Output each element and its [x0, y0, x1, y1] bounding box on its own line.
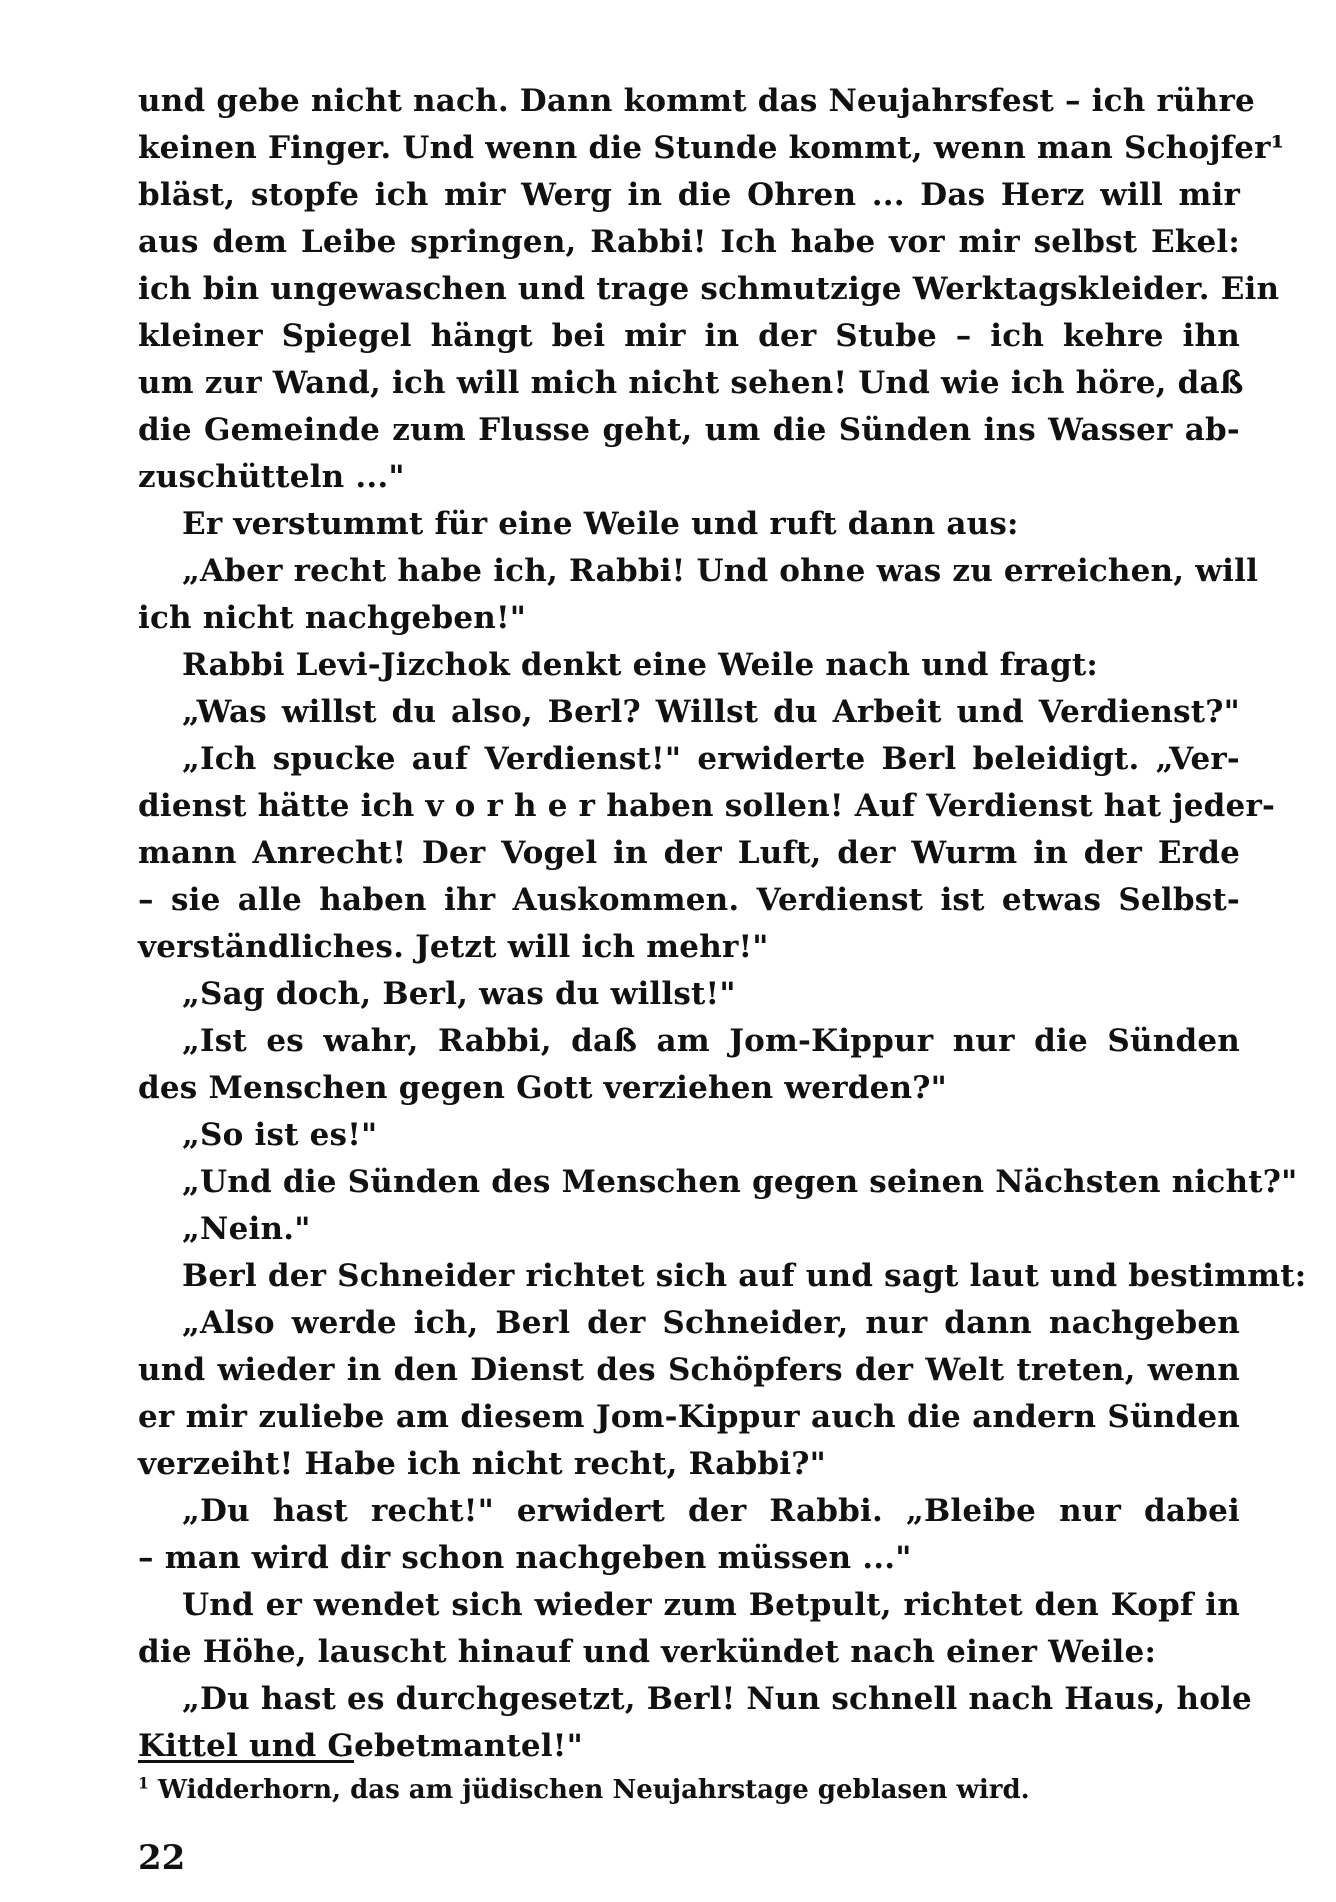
- footnote-divider: [138, 1760, 354, 1763]
- text-line: „So ist es!": [182, 1117, 378, 1153]
- text-line: „Sag doch, Berl, was du willst!": [182, 976, 736, 1012]
- text-line: – man wird dir schon nachgeben müssen ...": [138, 1540, 912, 1576]
- text-line: „Du hast recht!" erwidert der Rabbi. „Bleibe nur dabei: [182, 1493, 1240, 1529]
- text-line: „Ich spucke auf Verdienst!" erwiderte Berl beleidigt. „Ver-: [182, 741, 1240, 777]
- text-line: „Was willst du also, Berl? Willst du Arbeit und Verdienst?": [182, 694, 1240, 730]
- text-line: um zur Wand, ich will mich nicht sehen! Und wie ich höre, daß: [138, 365, 1244, 401]
- text-line: keinen Finger. Und wenn die Stunde kommt, wenn man Schojfer¹: [138, 130, 1285, 166]
- text-line: des Menschen gegen Gott verziehen werden?": [138, 1070, 948, 1106]
- text-line: „Und die Sünden des Menschen gegen seinen Nächsten nicht?": [182, 1164, 1298, 1200]
- text-line: Rabbi Levi-Jizchok denkt eine Weile nach und fragt:: [182, 647, 1098, 683]
- text-line: zuschütteln ...": [138, 459, 405, 495]
- text-line: er mir zuliebe am diesem Jom-Kippur auch die andern Sünden: [138, 1399, 1240, 1435]
- text-line: und gebe nicht nach. Dann kommt das Neujahrsfest – ich rühre: [138, 83, 1255, 119]
- footnote-text: Widderhorn, das am jüdischen Neujahrstage geblasen wird.: [157, 1775, 1030, 1805]
- text-line: „Du hast es durchgesetzt, Berl! Nun schnell nach Haus, hole: [182, 1681, 1252, 1717]
- text-line: – sie alle haben ihr Auskommen. Verdienst ist etwas Selbst-: [138, 882, 1240, 918]
- text-line: Kittel und Gebetmantel!": [138, 1728, 583, 1764]
- text-line: „Also werde ich, Berl der Schneider, nur dann nachgeben: [182, 1305, 1240, 1341]
- text-line: ich bin ungewaschen und trage schmutzige Werktagskleider. Ein: [138, 271, 1280, 307]
- text-line: „Nein.": [182, 1211, 311, 1247]
- text-line: „Ist es wahr, Rabbi, daß am Jom-Kippur nur die Sünden: [182, 1023, 1240, 1059]
- text-line: die Gemeinde zum Flusse geht, um die Sünden ins Wasser ab-: [138, 412, 1240, 448]
- footnote-marker: 1: [138, 1773, 149, 1793]
- text-line: dienst hätte ich v o r h e r haben sollen! Auf Verdienst hat jeder-: [138, 788, 1276, 824]
- text-line: mann Anrecht! Der Vogel in der Luft, der Wurm in der Erde: [138, 835, 1240, 871]
- text-line: kleiner Spiegel hängt bei mir in der Stube – ich kehre ihn: [138, 318, 1240, 354]
- text-line: bläst, stopfe ich mir Werg in die Ohren ... Das Herz will mir: [138, 177, 1240, 213]
- text-line: „Aber recht habe ich, Rabbi! Und ohne was zu erreichen, will: [182, 553, 1259, 589]
- body-text: [138, 78, 1307, 1770]
- text-line: verständliches. Jetzt will ich mehr!": [138, 929, 769, 965]
- text-line: ich nicht nachgeben!": [138, 600, 527, 636]
- text-line: verzeiht! Habe ich nicht recht, Rabbi?": [138, 1446, 826, 1482]
- text-line: und wieder in den Dienst des Schöpfers der Welt treten, wenn: [138, 1352, 1240, 1388]
- text-line: Berl der Schneider richtet sich auf und sagt laut und bestimmt:: [182, 1258, 1307, 1294]
- text-line: Und er wendet sich wieder zum Betpult, richtet den Kopf in: [182, 1587, 1240, 1623]
- text-line: aus dem Leibe springen, Rabbi! Ich habe vor mir selbst Ekel:: [138, 224, 1240, 260]
- footnote: [138, 1770, 1240, 1810]
- text-line: die Höhe, lauscht hinauf und verkündet nach einer Weile:: [138, 1634, 1157, 1670]
- page-number: 22: [138, 1838, 186, 1878]
- text-line: Er verstummt für eine Weile und ruft dann aus:: [182, 506, 1019, 542]
